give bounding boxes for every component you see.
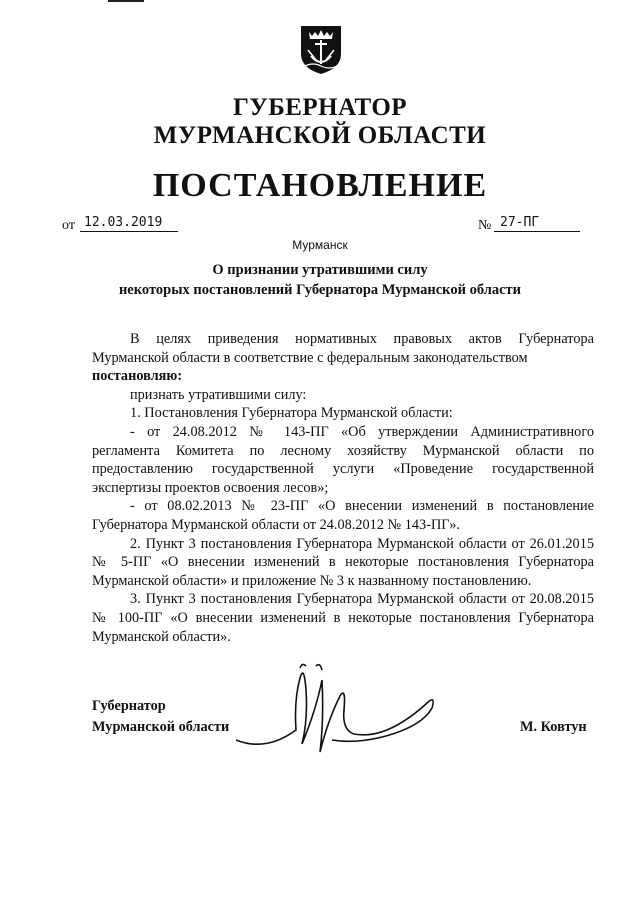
subject-line1: О признании утратившими силу <box>212 262 428 278</box>
signature-icon <box>236 660 446 760</box>
coat-of-arms-icon <box>299 24 343 76</box>
item-2: 2. Пункт 3 постановления Губернатора Мурманской области от 26.01.2015 № 5-ПГ «О внесении изменений в некоторые постановления Губернатора Мурманской области» и приложение № 3 к названному постановлению. <box>92 535 594 589</box>
document-date: 12.03.2019 <box>80 215 178 232</box>
document-type-heading: ПОСТАНОВЛЕНИЕ <box>152 167 488 204</box>
item-1-a: - от 24.08.2012 № 143-ПГ «Об утверждении Административного регламента Комитета по лесному хозяйству Мурманской области по предоставлению государственной услуги «Проведение государственной экспертизы проектов освоения лесов»; <box>92 423 594 496</box>
item-3: 3. Пункт 3 постановления Губернатора Мурманской области от 20.08.2015 № 100-ПГ «О внесении изменений в некоторые постановления Губернатора Мурманской области». <box>92 591 594 645</box>
item-1-title: 1. Постановления Губернатора Мурманской области: <box>130 405 453 422</box>
scan-top-mark <box>108 0 144 2</box>
authority-title-line2: МУРМАНСКОЙ ОБЛАСТИ <box>153 122 487 149</box>
intro-text: В целях приведения нормативных правовых актов Губернатора Мурманской области в соответствие с федеральным законодательством <box>92 331 594 366</box>
intro-paragraph <box>92 330 594 367</box>
authority-title-line1: ГУБЕРНАТОР <box>232 94 408 121</box>
subject-line2: некоторых постановлений Губернатора Мурманской области <box>118 282 522 298</box>
number-prefix: № <box>478 218 492 233</box>
declare-line: признать утратившими силу: <box>130 386 307 403</box>
date-prefix: от <box>62 218 75 233</box>
document-number: 27-ПГ <box>494 215 580 232</box>
signatory-role-line1: Губернатор <box>92 698 166 714</box>
signatory-name: М. Ковтун <box>520 719 587 735</box>
signatory-role-line2: Мурманской области <box>92 719 230 735</box>
document-body <box>92 330 594 646</box>
resolve-word: постановляю: <box>92 368 183 385</box>
issue-city: Мурманск <box>292 238 348 252</box>
item-1-b: - от 08.02.2013 № 23-ПГ «О внесении изменений в постановление Губернатора Мурманской области от 24.08.2012 № 143-ПГ». <box>92 498 594 533</box>
